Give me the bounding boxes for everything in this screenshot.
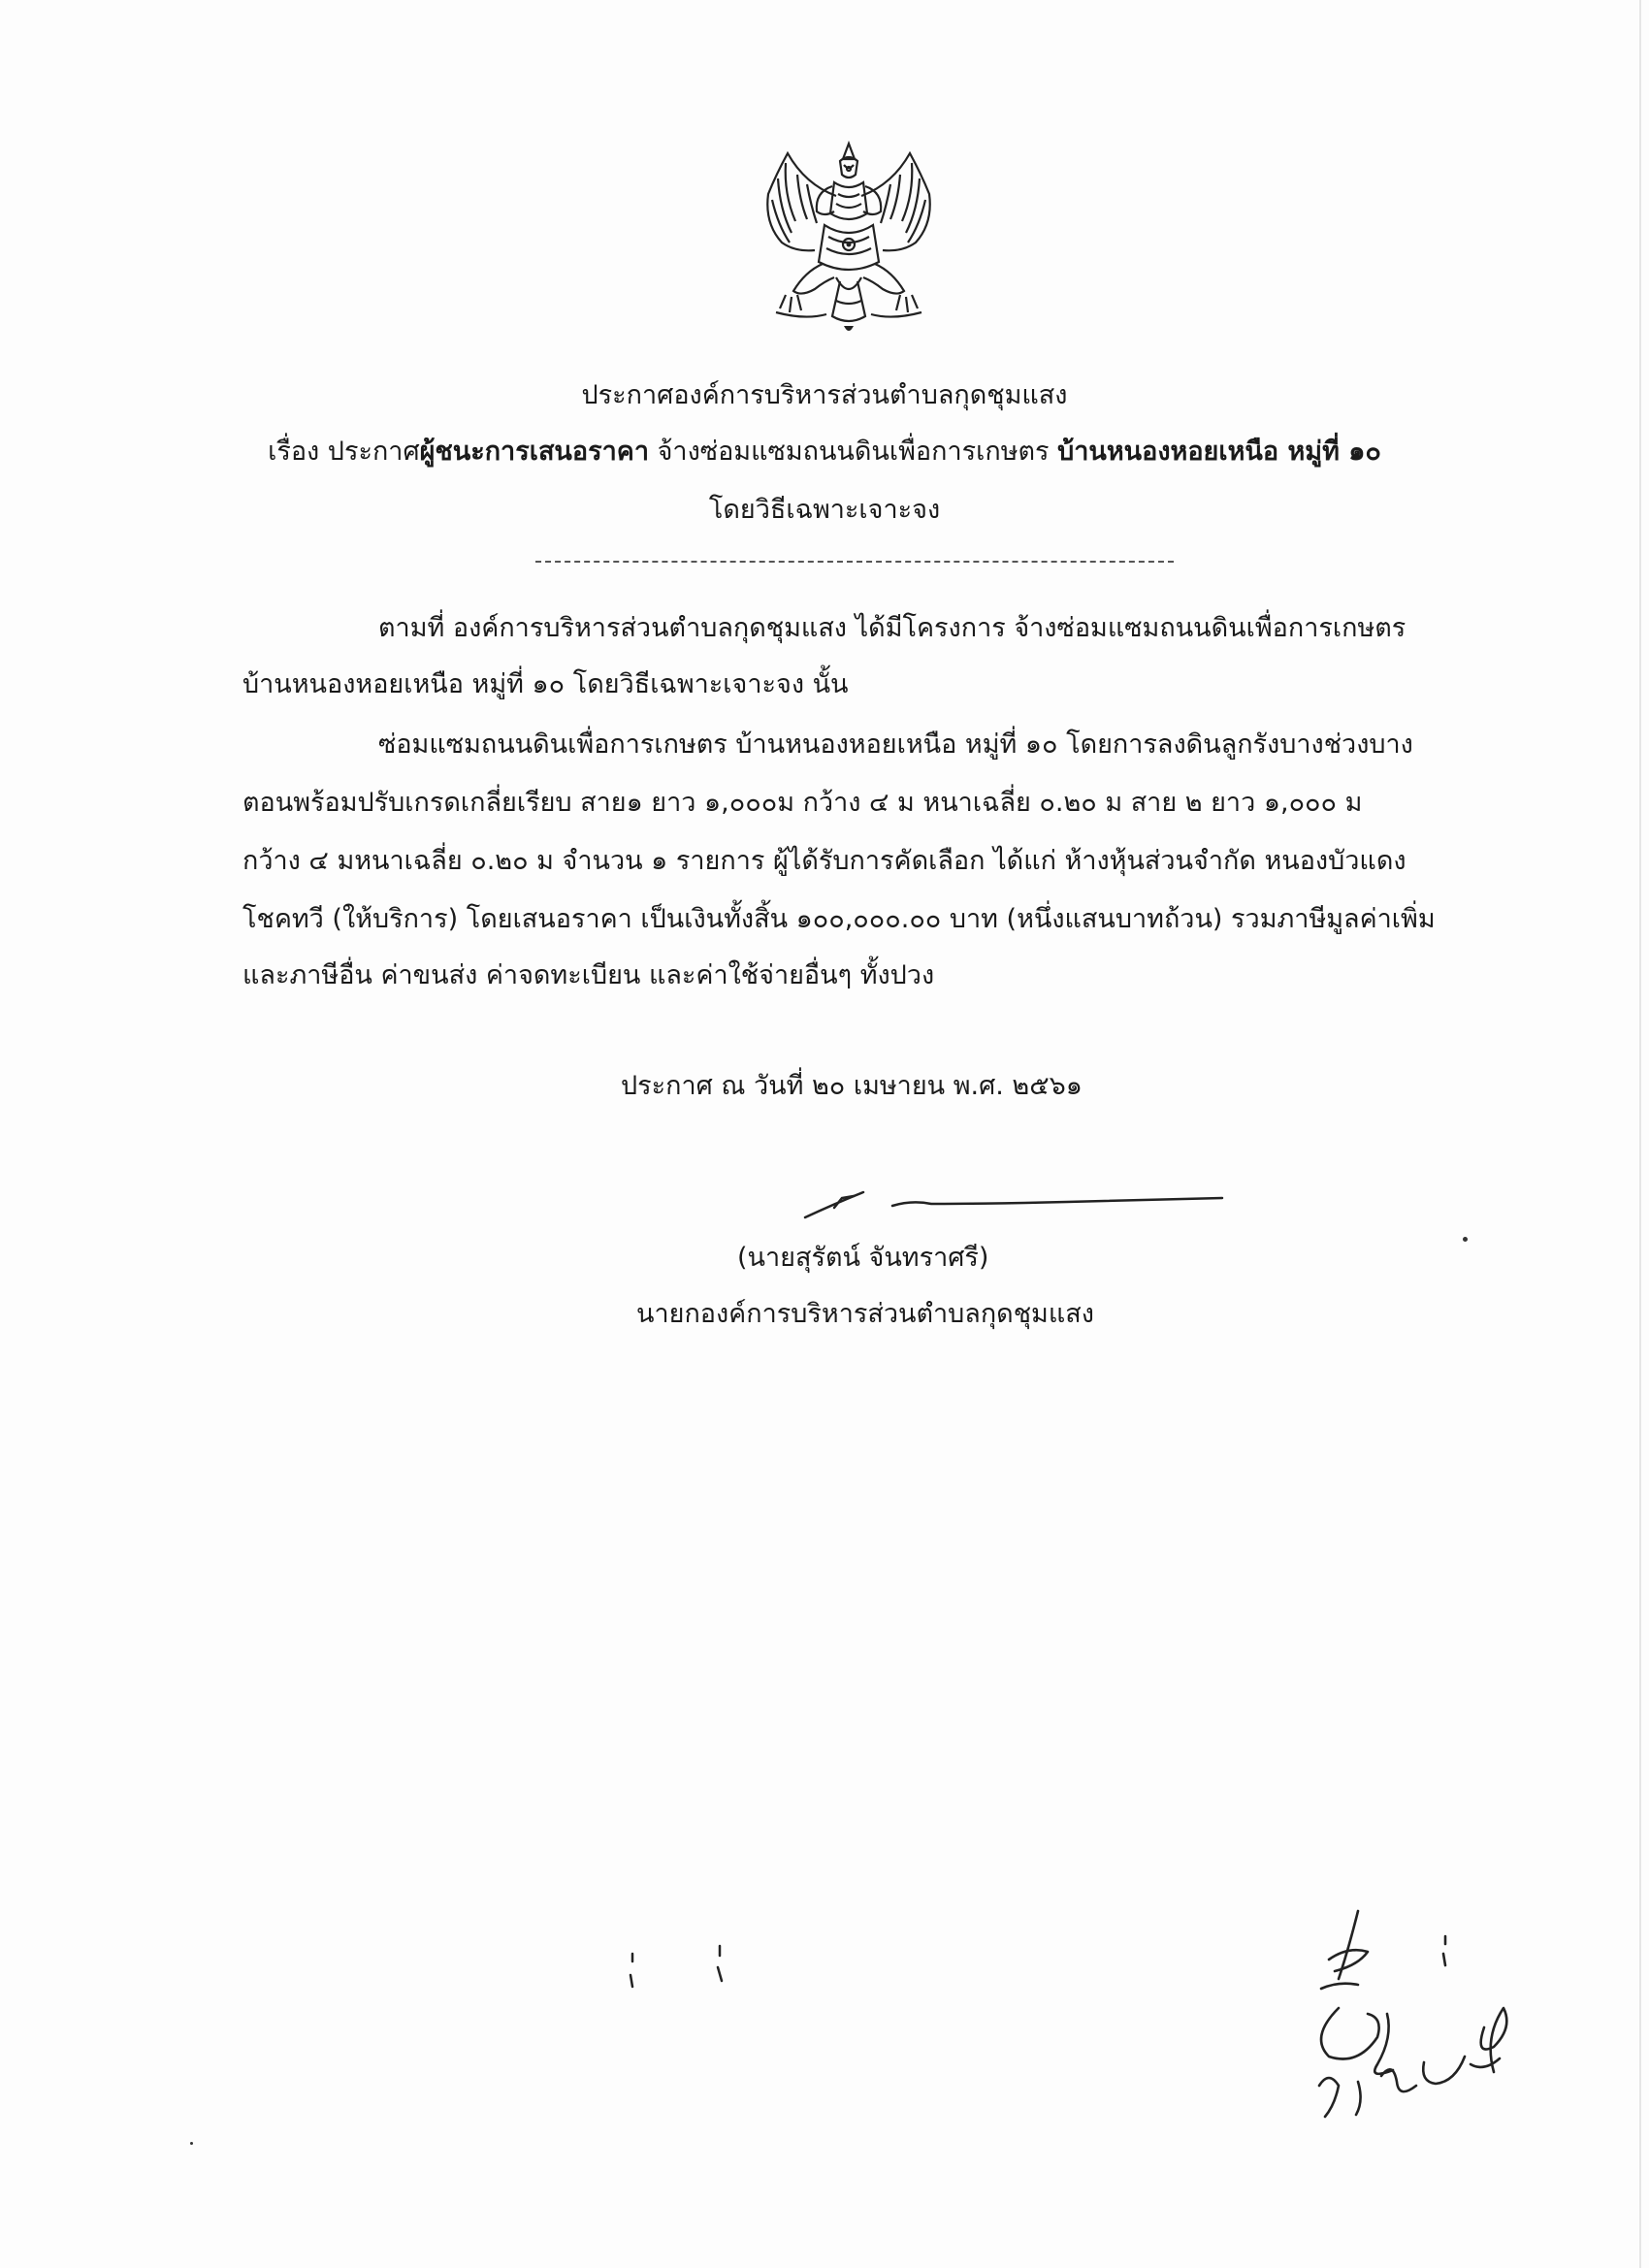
handwritten-initials — [1300, 1892, 1533, 2144]
subject-bold-village: บ้านหนองหอยเหนือ หมู่ที่ ๑๐ — [1057, 437, 1381, 467]
scan-speck — [190, 2142, 193, 2145]
signature-scribble — [795, 1179, 1242, 1227]
announcement-date: ประกาศ ณ วันที่ ๒๐ เมษายน พ.ศ. ๒๕๖๑ — [621, 1071, 1083, 1101]
paragraph-2-line-2: ตอนพร้อมปรับเกรดเกลี่ยเรียบ สาย๑ ยาว ๑,๐๐๐ม กว้าง ๔ ม หนาเฉลี่ย ๐.๒๐ ม สาย ๒ ยาว ๑,๐๐๐ ม — [242, 788, 1363, 818]
signatory-title: นายกองค์การบริหารส่วนตำบลกุดชุมแสง — [636, 1299, 1094, 1329]
subject-prefix: เรื่อง ประกาศ — [268, 437, 420, 467]
subject-line — [0, 433, 1649, 471]
stray-marks — [621, 1940, 737, 1998]
paragraph-2-line-3: กว้าง ๔ มหนาเฉลี่ย ๐.๒๐ ม จำนวน ๑ รายการ ผู้ได้รับการคัดเลือก ได้แก่ ห้างหุ้นส่วนจำกัด หนองบัวแดง — [242, 846, 1406, 876]
paragraph-2-line-4: โชคทวี (ให้บริการ) โดยเสนอราคา เป็นเงินทั้งสิ้น ๑๐๐,๐๐๐.๐๐ บาท (หนึ่งแสนบาทถ้วน) รวมภาษีมูลค่าเพิ่ม — [242, 904, 1436, 934]
paragraph-2-line-5: และภาษีอื่น ค่าขนส่ง ค่าจดทะเบียน และค่าใช้จ่ายอื่นๆ ทั้งปวง — [242, 960, 935, 990]
paragraph-1-line-1: ตามที่ องค์การบริหารส่วนตำบลกุดชุมแสง ได้มีโครงการ จ้างซ่อมแซมถนนดินเพื่อการเกษตร — [378, 613, 1406, 643]
separator-dashes — [535, 561, 1174, 563]
method-line: โดยวิธีเฉพาะเจาะจง — [708, 495, 941, 525]
scan-speck — [1463, 1237, 1468, 1242]
paragraph-1-line-2: บ้านหนองหอยเหนือ หมู่ที่ ๑๐ โดยวิธีเฉพาะเจาะจง นั้น — [242, 669, 849, 699]
paragraph-2-line-1: ซ่อมแซมถนนดินเพื่อการเกษตร บ้านหนองหอยเหนือ หมู่ที่ ๑๐ โดยการลงดินลูกรังบางช่วงบาง — [378, 729, 1413, 760]
subject-bold-winner: ผู้ชนะการเสนอราคา — [419, 437, 649, 467]
scan-edge — [1639, 0, 1641, 2268]
org-title: ประกาศองค์การบริหารส่วนตำบลกุดชุมแสง — [581, 380, 1068, 410]
garuda-emblem-icon — [747, 136, 951, 349]
signatory-name: (นายสุรัตน์ จันทราศรี) — [737, 1243, 989, 1273]
subject-middle: จ้างซ่อมแซมถนนดินเพื่อการเกษตร — [649, 437, 1058, 467]
